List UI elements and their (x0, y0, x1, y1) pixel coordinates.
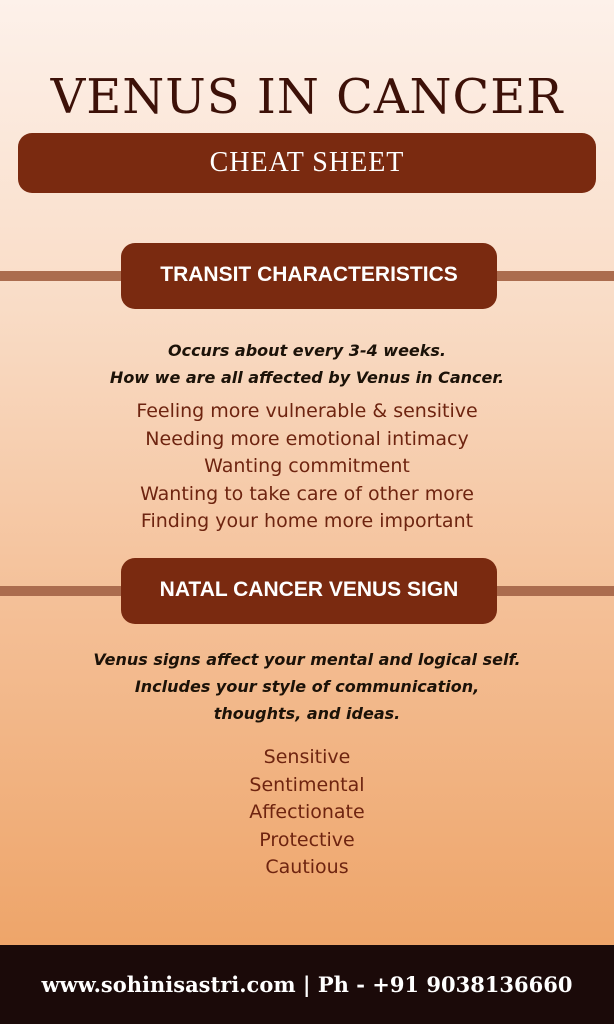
transit-trait-item: Finding your home more important (140, 510, 474, 532)
natal-trait-item: Sentimental (249, 773, 365, 796)
subtitle-text: CHEAT SHEET (209, 147, 405, 178)
natal-intro-line: Includes your style of communication, (134, 677, 480, 696)
natal-trait-item: Cautious (265, 856, 349, 878)
transit-trait-item: Wanting to take care of other more (140, 482, 474, 505)
transit-intro-line: Occurs about every 3-4 weeks. (167, 341, 447, 360)
transit-heading: TRANSIT CHARACTERISTICS (160, 263, 458, 286)
natal-trait-item: Protective (259, 828, 355, 851)
natal-heading-banner (121, 558, 497, 624)
natal-traits-list (0, 744, 614, 882)
transit-intro-line: How we are all affected by Venus in Cancer. (109, 368, 505, 387)
natal-trait-item: Sensitive (263, 746, 351, 768)
transit-trait-item: Needing more emotional intimacy (145, 427, 469, 450)
transit-trait-item: Wanting commitment (204, 455, 410, 477)
transit-intro (0, 337, 614, 391)
natal-intro-line: thoughts, and ideas. (213, 704, 401, 723)
page-title: VENUS IN CANCER (50, 69, 564, 125)
transit-heading-banner (121, 243, 497, 309)
transit-trait-item: Feeling more vulnerable & sensitive (136, 400, 478, 422)
footer-bar (0, 945, 614, 1024)
natal-intro (0, 646, 614, 727)
natal-heading: NATAL CANCER VENUS SIGN (159, 578, 459, 601)
natal-trait-item: Affectionate (249, 801, 365, 823)
natal-intro-line: Venus signs affect your mental and logical self. (93, 650, 521, 669)
transit-traits-list (0, 398, 614, 536)
footer-contact: www.sohinisastri.com | Ph - +91 9038136660 (41, 972, 573, 997)
subtitle-banner (18, 133, 596, 193)
